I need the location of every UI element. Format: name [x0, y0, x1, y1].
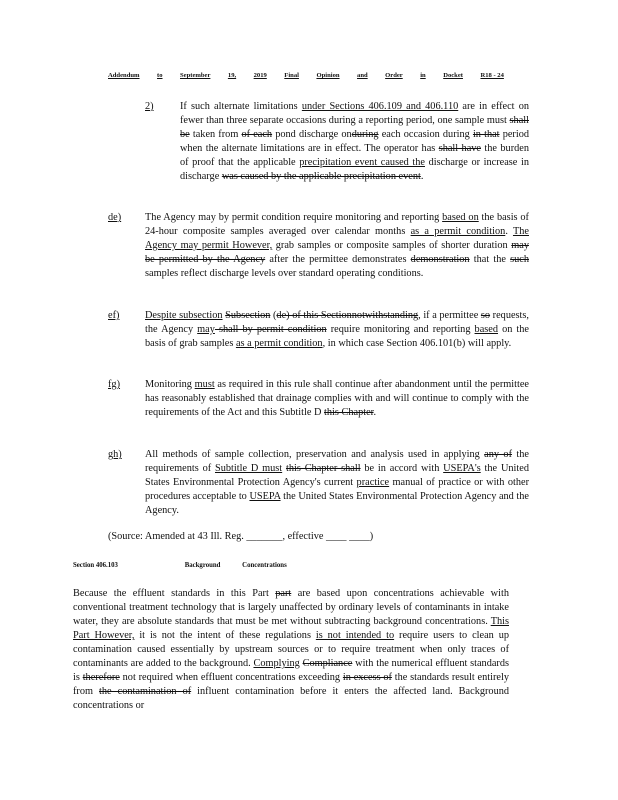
section-body	[73, 587, 509, 713]
deleted-text: of each	[241, 129, 273, 140]
inserted-text: Subtitle D must	[215, 463, 283, 474]
inserted-text: must	[194, 379, 215, 390]
item-ef-text	[145, 309, 529, 351]
text-run: discharge or increase in discharge	[180, 157, 529, 182]
source-note: (Source: Amended at 43 Ill. Reg. _______, effective ____ ____)	[108, 531, 374, 542]
deleted-text: therefore	[82, 672, 120, 683]
header-final: Final	[284, 72, 299, 79]
deleted-text: demonstration	[410, 254, 470, 265]
deleted-text: in excess of	[342, 672, 392, 683]
deleted-text: the contamination of	[99, 686, 192, 697]
item-fg	[108, 378, 529, 436]
deleted-text: so	[480, 310, 491, 321]
section-title: Background Concentrations	[184, 562, 287, 569]
text-run: taken from	[189, 129, 242, 140]
section-heading	[73, 562, 287, 569]
deleted-text: any of	[484, 449, 513, 460]
text-run: the burden of proof that the applicable	[180, 143, 529, 168]
deleted-text: part	[275, 588, 292, 599]
header-addendum: Addendum	[108, 72, 140, 79]
inserted-text: as a permit condition	[235, 338, 323, 349]
text-run: , in which case Section 406.101(b) will apply.	[322, 338, 512, 349]
deleted-text: this Chapter shall	[285, 463, 361, 474]
text-run: as required in this rule shall continue after abandonment until the permittee has reasonably established that drainage complies with and will continue to comply with the requirements of the Act and this Subtitle D	[145, 379, 529, 418]
inserted-text: precipitation event caused the	[299, 157, 425, 168]
deleted-text: in that	[472, 129, 500, 140]
item-de-text	[145, 211, 529, 281]
deleted-text: notwithstanding	[351, 310, 419, 321]
header-year: 2019	[253, 72, 267, 79]
text-run: the standards result entirely from	[73, 672, 509, 697]
text-run: Monitoring	[145, 379, 195, 390]
text-run: , if a permittee	[418, 310, 481, 321]
header-docket: Docket	[443, 72, 463, 79]
text-run: If such alternate limitations	[180, 101, 302, 112]
item-fg-text	[145, 378, 529, 420]
text-run: the requirements of	[145, 449, 529, 474]
inserted-text: based on	[442, 212, 479, 223]
text-run: requests, the Agency	[145, 310, 529, 335]
page-header	[108, 72, 504, 79]
header-to: to	[157, 72, 163, 79]
item-2	[145, 100, 529, 200]
inserted-text: This Part However,	[73, 616, 509, 641]
text-run: require monitoring and reporting	[326, 324, 475, 335]
text-run: on the basis of grab samples	[145, 324, 530, 349]
header-order: Order	[385, 72, 403, 79]
deleted-text: shall by permit condition	[214, 324, 327, 335]
text-run: Because the effluent standards in this Part	[73, 588, 276, 599]
deleted-text: during	[351, 129, 379, 140]
deleted-text: was caused by the applicable precipitation event	[221, 171, 421, 182]
item-gh-text	[145, 448, 529, 518]
text-run: pond discharge on	[272, 129, 352, 140]
deleted-text: e) of this Section	[281, 310, 352, 321]
text-run: be in accord with	[360, 463, 444, 474]
item-gh	[108, 448, 529, 520]
header-and: and	[357, 72, 368, 79]
text-run: manual of practice or with other procedures acceptable to	[145, 477, 529, 502]
text-run: All methods of sample collection, preservation and analysis used in applying	[145, 449, 485, 460]
text-run: grab samples or composite samples of shorter duration	[272, 240, 512, 251]
text-run: The Agency may by permit condition require monitoring and reporting	[145, 212, 443, 223]
inserted-text: may	[197, 324, 215, 335]
header-day: 19,	[227, 72, 237, 79]
inserted-text: as a permit condition	[410, 226, 506, 237]
inserted-text: Complying	[253, 658, 300, 669]
item-de	[108, 211, 529, 297]
deleted-text: Subsection	[225, 310, 271, 321]
text-run: the United States Environmental Protection Agency's current	[145, 463, 529, 488]
header-month: September	[180, 72, 211, 79]
inserted-text: Despite subsection	[145, 310, 223, 321]
text-run: (	[270, 310, 277, 321]
header-in: in	[420, 72, 426, 79]
deleted-text: d	[276, 310, 282, 321]
inserted-text: based	[474, 324, 498, 335]
text-run: each occasion during	[378, 129, 473, 140]
inserted-text: is not intended to	[315, 630, 395, 641]
text-run: not required when effluent concentrations exceeding	[119, 672, 343, 683]
text-run: are based upon concentrations achievable with conventional treatment technology that is largely unaffected by ordinary levels of contaminants in intake water, they are absolute standards that must be met without subtracting background concentrations.	[73, 588, 509, 627]
text-run: .	[373, 407, 377, 418]
text-run: .	[420, 171, 424, 182]
text-run: that the	[469, 254, 511, 265]
item-fg-marker: fg)	[108, 379, 121, 390]
text-run: require users to clean up contamination caused essentially by upstream sources or to require treatment when only traces of contaminants are added to the background.	[73, 630, 510, 669]
item-ef-marker: ef)	[108, 310, 120, 321]
item-ef	[108, 309, 529, 367]
text-run: the basis of 24-hour composite samples averaged over calendar months	[145, 212, 529, 237]
header-docket-number: R18 - 24	[480, 72, 504, 79]
deleted-text: this Chapter	[324, 407, 374, 418]
item-2-text	[180, 100, 529, 184]
text-run: with the numerical effluent standards is	[73, 658, 509, 683]
text-run: are in effect on fewer than three separate occasions during a reporting period, one sample must	[180, 101, 529, 126]
text-run: influent contamination before it enters the affected land. Background concentrations or	[73, 686, 510, 711]
deleted-text: Compliance	[302, 658, 353, 669]
text-run: .	[505, 226, 513, 237]
item-2-marker: 2)	[145, 101, 154, 112]
inserted-text: practice	[356, 477, 390, 488]
inserted-text: under Sections 406.109 and 406.110	[301, 101, 459, 112]
item-de-marker: de)	[108, 212, 122, 223]
inserted-text: USEPA's	[443, 463, 481, 474]
deleted-text: shall be	[180, 115, 529, 140]
text-run: after the permittee demonstrates	[265, 254, 411, 265]
section-number: Section 406.103	[73, 562, 118, 569]
deleted-text: such	[510, 254, 529, 265]
text-run: it is not the intent of these regulations	[134, 630, 316, 641]
header-opinion: Opinion	[316, 72, 340, 79]
inserted-text: USEPA	[249, 491, 281, 502]
deleted-text: shall have	[438, 143, 481, 154]
item-gh-marker: gh)	[108, 449, 122, 460]
inserted-text: The Agency may permit However,	[145, 226, 529, 251]
text-run: period when the alternate limitations are in effect. The operator has	[180, 129, 529, 154]
deleted-text: may be permitted by the Agency	[145, 240, 529, 265]
text-run: the United States Environmental Protection Agency and the Agency.	[145, 491, 529, 516]
text-run: samples reflect discharge levels over standard operating conditions.	[145, 268, 424, 279]
